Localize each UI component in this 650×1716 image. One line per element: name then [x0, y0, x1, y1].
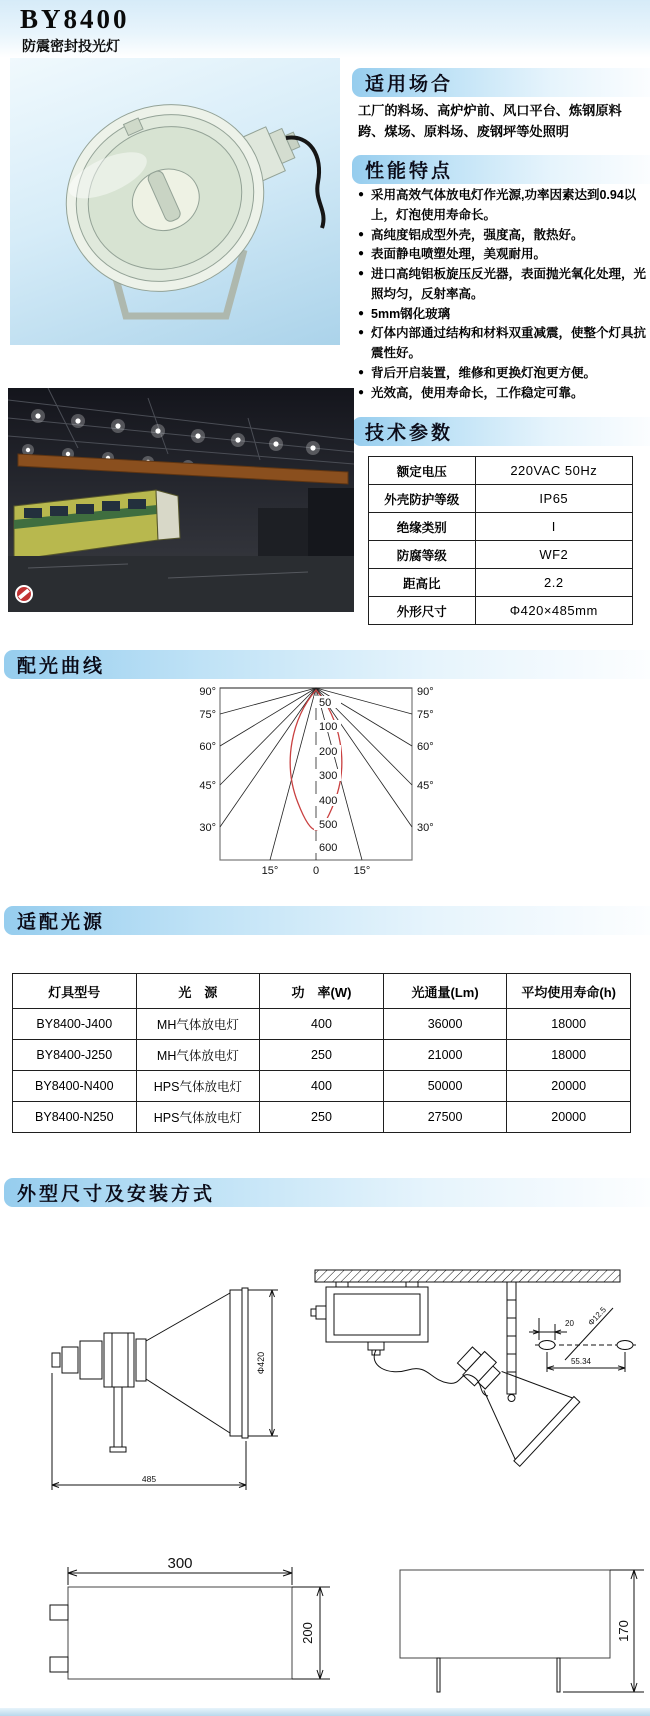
- factory-scene: [8, 388, 354, 612]
- section-header-lamps: [4, 906, 650, 935]
- factory-photo: [8, 388, 354, 612]
- drawing-bracket-plate: [400, 1570, 644, 1692]
- dim-label-slot-length: 55.34: [570, 1357, 592, 1366]
- column-header: 光 源: [136, 974, 260, 1009]
- angle-label: 75°: [199, 709, 216, 721]
- mounting-slot-detail: [529, 1305, 637, 1372]
- spec-label-cell: 外壳防护等级: [369, 485, 476, 513]
- table-row: [369, 513, 633, 541]
- section-header-applications: [352, 68, 650, 97]
- lamp-cell: 250: [260, 1040, 384, 1071]
- lamp-cell: 36000: [383, 1009, 507, 1040]
- table-row: [369, 457, 633, 485]
- product-photo: [10, 58, 340, 345]
- section-header-install: [4, 1178, 650, 1207]
- angle-label: 90°: [199, 686, 216, 698]
- lamp-cell: BY8400-N250: [13, 1102, 137, 1133]
- floor: [8, 556, 354, 612]
- spec-value-cell: Φ420×485mm: [475, 597, 632, 625]
- table-header-row: [13, 974, 631, 1009]
- scale-label: 600: [319, 842, 338, 854]
- section-header-label: 适配光源: [17, 912, 106, 933]
- dim-label-box-height: 200: [300, 1622, 315, 1644]
- lamp-cell: 50000: [383, 1071, 507, 1102]
- section-header-features: [352, 155, 650, 184]
- spec-value-cell: 2.2: [475, 569, 632, 597]
- lamp-cell: 250: [260, 1102, 384, 1133]
- dim-label-slot-diameter: Φ12.5: [586, 1305, 608, 1328]
- spec-label-cell: 距高比: [369, 569, 476, 597]
- table-row: [13, 1071, 631, 1102]
- column-header: 光通量(Lm): [383, 974, 507, 1009]
- table-row: [369, 485, 633, 513]
- spec-value-cell: I: [475, 513, 632, 541]
- angle-label: 15°: [353, 865, 371, 877]
- spec-value-cell: 220VAC 50Hz: [475, 457, 632, 485]
- feature-item: ● 表面静电喷塑处理，美观耐用。: [358, 245, 648, 265]
- floodlight-image: [10, 58, 340, 345]
- angle-label: 60°: [199, 741, 216, 753]
- table-row: [369, 541, 633, 569]
- lamp-cell: 400: [260, 1009, 384, 1040]
- right-angle-labels: [417, 686, 434, 834]
- feature-item: ● 进口高纯铝板旋压反光器，表面抛光氧化处理，光照均匀，反射率高。: [358, 265, 648, 305]
- machinery: [308, 488, 354, 558]
- applications-text: 工厂的料场、高炉炉前、风口平台、炼钢原料跨、煤场、原料场、废钢坪等处照明: [358, 103, 622, 140]
- ballast-box: [311, 1282, 428, 1355]
- section-header-label: 性能特点: [365, 161, 454, 182]
- section-header-label: 技术参数: [365, 423, 454, 444]
- angle-label: 45°: [417, 780, 434, 792]
- angle-label: 30°: [199, 822, 216, 834]
- bottom-angle-labels: [262, 865, 371, 877]
- lamp-cell: MH气体放电灯: [136, 1009, 260, 1040]
- spec-label-cell: 额定电压: [369, 457, 476, 485]
- spec-label-cell: 外形尺寸: [369, 597, 476, 625]
- angle-label: 15°: [261, 865, 279, 877]
- section-header-specs: [352, 417, 650, 446]
- lamp-cell: BY8400-J400: [13, 1009, 137, 1040]
- lamp-cell: 400: [260, 1071, 384, 1102]
- lamp-cell: MH气体放电灯: [136, 1040, 260, 1071]
- scale-label: 50: [319, 697, 332, 709]
- dim-label-bracket-height: 170: [616, 1620, 631, 1642]
- drawing-side-view: [52, 1288, 278, 1490]
- table-row: [369, 597, 633, 625]
- drawing-ballast-front: [50, 1555, 330, 1679]
- scale-label: 300: [319, 770, 338, 782]
- angle-label: 45°: [199, 780, 216, 792]
- scale-label: 200: [319, 746, 338, 758]
- feature-list: [358, 186, 648, 403]
- left-angle-labels: [199, 686, 216, 834]
- scale-label: 400: [319, 795, 338, 807]
- angle-label: 75°: [417, 709, 434, 721]
- scale-label: 500: [319, 819, 338, 831]
- section-header-label: 适用场合: [365, 74, 454, 95]
- lamp-cell: HPS气体放电灯: [136, 1071, 260, 1102]
- column-header: 灯具型号: [13, 974, 137, 1009]
- feature-item: ● 高纯度铝成型外壳，强度高，散热好。: [358, 226, 648, 246]
- column-header: 平均使用寿命(h): [507, 974, 631, 1009]
- dim-label-slot-offset: 20: [565, 1319, 574, 1328]
- angle-label: 0: [312, 865, 320, 877]
- technical-drawings: [0, 1215, 650, 1715]
- no-entry-sign: [16, 586, 32, 602]
- page-title: BY8400: [20, 4, 130, 34]
- section-header-label: 配光曲线: [17, 656, 106, 677]
- lamps-table: [12, 973, 631, 1133]
- lamp-cell: HPS气体放电灯: [136, 1102, 260, 1133]
- spec-value-cell: IP65: [475, 485, 632, 513]
- dim-label-box-width: 300: [167, 1555, 193, 1572]
- angle-label: 60°: [417, 741, 434, 753]
- dim-label-diameter: Φ420: [256, 1351, 266, 1375]
- table-row: [13, 1040, 631, 1071]
- table-row: [369, 569, 633, 597]
- feature-item: ● 采用高效气体放电灯作光源,功率因素达到0.94以上，灯泡使用寿命长。: [358, 186, 648, 226]
- angle-label: 30°: [417, 822, 434, 834]
- mounting-pole: [507, 1282, 516, 1402]
- feature-item: ● 灯体内部通过结构和材料双重减震，使整个灯具抗震性好。: [358, 324, 648, 364]
- spec-table: [368, 456, 633, 625]
- scale-label: 100: [319, 721, 338, 733]
- section-header-label: 外型尺寸及安装方式: [17, 1184, 216, 1205]
- light-distribution-chart: [175, 680, 455, 885]
- angle-label: 90°: [417, 686, 434, 698]
- floodlight-reflector: [36, 73, 294, 322]
- lamp-cell: 18000: [507, 1009, 631, 1040]
- lamp-cell: 27500: [383, 1102, 507, 1133]
- spec-label-cell: 绝缘类别: [369, 513, 476, 541]
- spec-label-cell: 防腐等级: [369, 541, 476, 569]
- table-row: [13, 1009, 631, 1040]
- section-header-distribution: [4, 650, 650, 679]
- column-header: 功 率(W): [260, 974, 384, 1009]
- drawing-installation: [311, 1270, 637, 1466]
- page-subtitle: 防震密封投光灯: [22, 38, 120, 54]
- feature-item: ● 光效高，使用寿命长，工作稳定可靠。: [358, 384, 648, 404]
- dim-label-length: 485: [141, 1474, 157, 1484]
- feature-item: ● 5mm钢化玻璃: [358, 305, 648, 325]
- table-row: [13, 1102, 631, 1133]
- lamp-cell: 20000: [507, 1071, 631, 1102]
- lamp-cell: 18000: [507, 1040, 631, 1071]
- ceiling: [315, 1270, 620, 1282]
- lamp-cell: BY8400-J250: [13, 1040, 137, 1071]
- feature-item: ● 背后开启装置，维修和更换灯泡更方便。: [358, 364, 648, 384]
- lamp-cell: 20000: [507, 1102, 631, 1133]
- lamp-cell: 21000: [383, 1040, 507, 1071]
- scale-labels: [319, 697, 337, 854]
- lamp-cell: BY8400-N400: [13, 1071, 137, 1102]
- spec-value-cell: WF2: [475, 541, 632, 569]
